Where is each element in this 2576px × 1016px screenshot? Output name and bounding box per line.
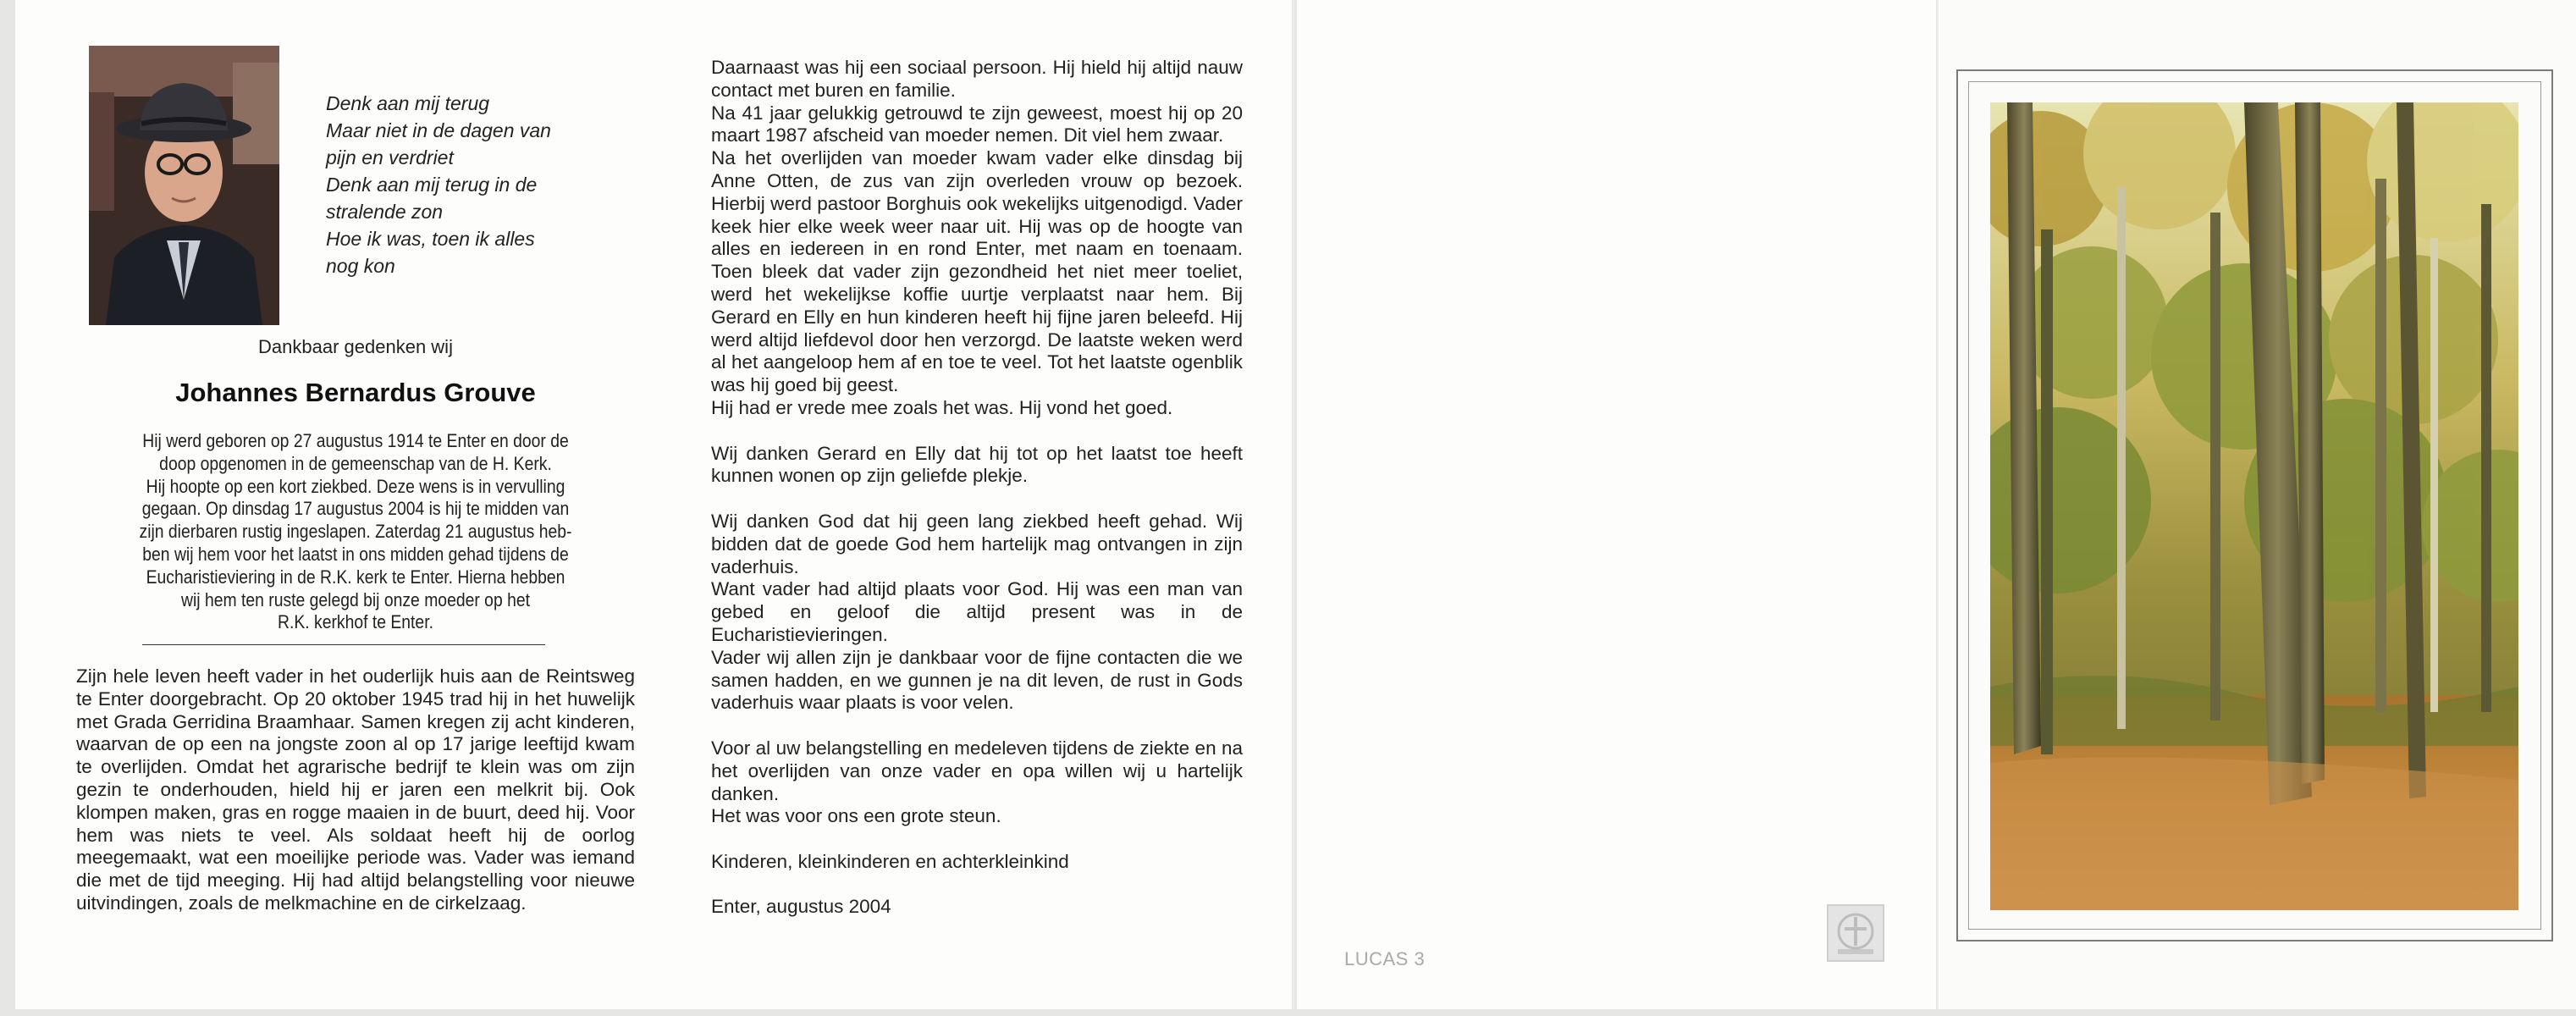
bio-line: wij hem ten ruste gelegd bij onze moeder op het [181,588,530,610]
paragraph: Hij had er vrede mee zoals het was. Hij vond het goed. [711,396,1173,418]
paragraph: Want vader had altijd plaats voor God. Hij was een man van gebed en geloof die altijd present was in de Eucharistievieringen. [711,578,1243,645]
paragraph: Na 41 jaar gelukkig getrouwd te zijn geweest, moest hij op 20 maart 1987 afscheid van moeder nemen. Dit viel hem zwaar. [711,102,1243,146]
bio-line: ben wij hem voor het laatst in ons midden gehad tijdens de [142,543,569,565]
bio-line: Hij werd geboren op 27 augustus 1914 te Enter en door de [142,430,569,451]
poem-line: Maar niet in de dagen van [326,119,551,141]
publisher-code: LUCAS 3 [1344,948,1426,969]
paragraph: Wij danken Gerard en Elly dat hij tot op het laatst toe heeft kunnen wonen op zijn geliefde plekje. [711,442,1243,487]
poem-line: Denk aan mij terug in de [326,174,538,196]
memorial-text-column [711,57,1243,919]
paragraph: Daarnaast was hij een sociaal persoon. Hij hield hij altijd nauw contact met buren en familie. [711,57,1243,101]
poem-line: stralende zon [326,201,444,223]
dedication: Dankbaar gedenken wij [258,336,453,357]
bio-line: gegaan. Op dinsdag 17 augustus 2004 is hij te midden van [141,498,570,520]
poem-line: Hoe ik was, toen ik alles [326,228,535,250]
portrait-photo [89,46,279,325]
poem [326,90,580,279]
paragraph: Wij danken God dat hij geen lang ziekbed heeft gehad. Wij bidden dat de goede God hem hartelijk mag ontvangen in zijn vaderhuis. [711,510,1243,577]
deceased-name: Johannes Bernardus Grouve [175,378,536,407]
paragraph: Na het overlijden van moeder kwam vader elke dinsdag bij Anne Otten, de zus van zijn overleden vrouw op bezoek. Hierbij werd pastoor Borghuis ook wekelijks uitgenodigd. Vader keek hier elke week weer naar uit. Hij was op de hoogte van alles en iedereen in en rond Enter, met naam en toenaam. Toen bleek dat vader zijn gezondheid het niet meer toeliet, werd het wekelijkse koffie uurtje verplaatst naar hem. Bij Gerard en Elly en hun kinderen heeft hij fijne jaren beleefd. Hij werd altijd liefdevol door hen verzorgd. De laatste weken werd al het aangeloop hem af en toe te veel. Tot het laatste ogenblik was hij goed bij geest. [711,147,1243,396]
paragraph: Het was voor ons een grote steun. [711,805,1001,827]
birth-death-text [115,430,596,634]
life-story-text: Zijn hele leven heeft vader in het ouderlijk huis aan de Reintsweg te Enter doorgebracht. Op 20 oktober 1945 trad hij in het huwelijk met Grada Gerridina Braamhaar. Samen kregen zij acht kinderen, waarvan de op een na jongste zoon al op 17 jarige leeftijd kwam te overlijden. Omdat het agrarische bedrijf te klein was om zijn gezin te onderhouden, hield hij er jaren een melkrit bij. Ook klompen maken, gras en rogge maaien in de buurt, deed hij. Voor hem was niets te veel. Als soldaat heeft hij de oorlog meegemaakt, wat een moeilijke periode was. Vader was iemand die met de tijd meeging. Hij had altijd belangstelling voor nieuwe uitvindingen, zoals de melkmachine en de cirkelzaag. [76,665,635,914]
signature: Kinderen, kleinkinderen en achterkleinkind [711,850,1069,872]
fold-line [1293,0,1294,1009]
paragraph: Vader wij allen zijn je dankbaar voor de fijne contacten die we samen hadden, en we gunnen je na dit leven, de rust in Gods vaderhuis waar plaats is voor velen. [711,646,1243,714]
poem-line: pijn en verdriet [326,146,454,168]
divider [142,644,545,645]
bio-line: zijn dierbaren rustig ingeslapen. Zaterdag 21 augustus heb- [139,521,572,543]
poem-line: Denk aan mij terug [326,92,490,114]
bio-line: Eucharistieviering in de R.K. kerk te Enter. Hierna hebben [146,566,565,588]
bio-line: R.K. kerkhof te Enter. [278,611,433,633]
bio-line: doop opgenomen in de gemeenschap van de H. Kerk. [159,452,552,474]
paragraph: Voor al uw belangstelling en medeleven tijdens de ziekte en na het overlijden van onze vader en opa willen wij u hartelijk danken. [711,737,1243,804]
poem-line: nog kon [326,255,395,277]
bio-line: Hij hoopte op een kort ziekbed. Deze wens is in vervulling [146,475,565,497]
place-date: Enter, augustus 2004 [711,896,891,918]
autumn-forest-photo [1990,102,2518,910]
publisher-emblem-icon [1826,903,1885,963]
back-panel [1297,0,1936,1009]
